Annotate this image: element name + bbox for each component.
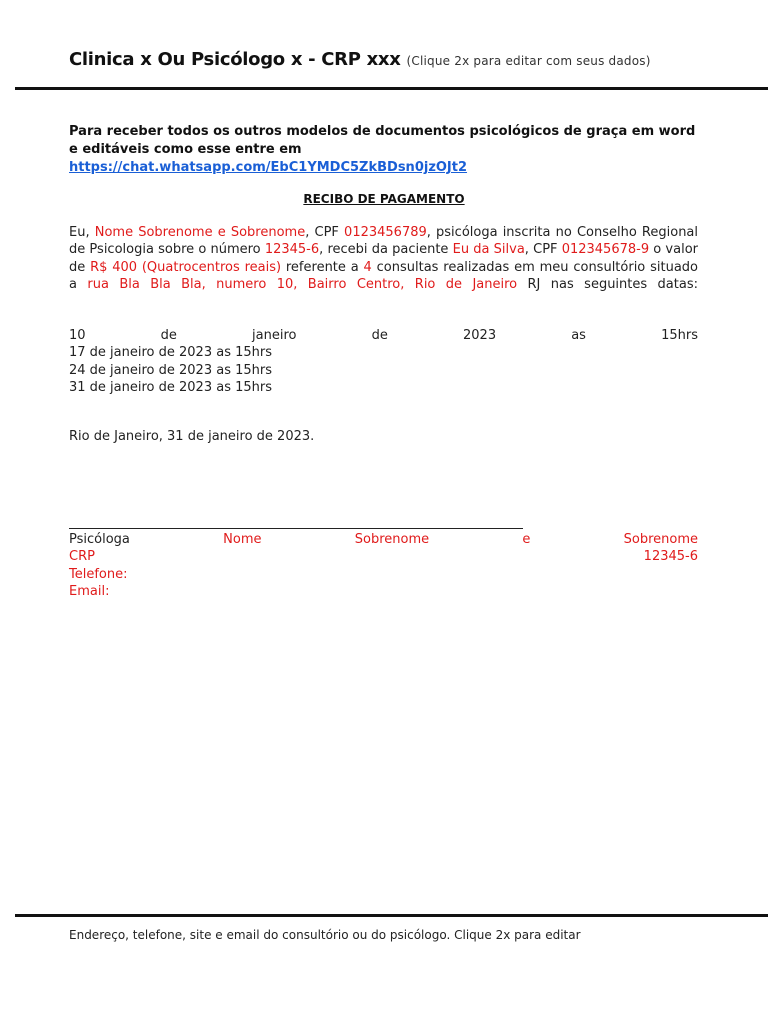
signature-crp-number: 12345-6 xyxy=(643,549,698,565)
promo-paragraph xyxy=(69,123,699,177)
body-text-segment: Eu, xyxy=(69,225,95,240)
body-text-segment: RJ nas seguintes datas: xyxy=(517,277,698,293)
payment-amount: R$ 400 (Quatrocentros reais) xyxy=(90,259,282,275)
session-dates xyxy=(69,327,698,397)
body-text-segment: referente a xyxy=(281,259,364,275)
footer-divider xyxy=(15,914,768,917)
footer-text[interactable]: Endereço, telefone, site e email do consultório ou do psicólogo. Clique 2x para editar xyxy=(69,928,581,942)
date-word: janeiro xyxy=(252,328,297,343)
receipt-title: RECIBO DE PAGAMENTO xyxy=(303,192,465,206)
session-date-4: 31 de janeiro de 2023 as 15hrs xyxy=(69,380,272,396)
body-text-segment: , CPF xyxy=(305,225,345,240)
session-date-3: 24 de janeiro de 2023 as 15hrs xyxy=(69,362,272,378)
header-divider xyxy=(15,87,768,90)
signature-line xyxy=(69,528,523,529)
date-word: 2023 xyxy=(463,328,497,343)
receipt-body xyxy=(69,224,698,294)
session-date-1 xyxy=(69,327,698,344)
signature-crp-row xyxy=(69,548,698,565)
signature-name-row xyxy=(69,531,698,548)
header-edit-note: (Clique 2x para editar com seus dados) xyxy=(406,54,651,68)
body-text-segment: , recebi da paciente xyxy=(319,242,453,258)
signature-block xyxy=(69,531,698,601)
signature-phone: Telefone: xyxy=(69,566,128,582)
signature-crp-label: CRP xyxy=(69,549,95,565)
signature-role: Psicóloga xyxy=(69,532,130,547)
signature-name-word: Sobrenome xyxy=(623,532,698,547)
date-word: 10 xyxy=(69,328,86,343)
psychologist-cpf: 0123456789 xyxy=(344,225,427,240)
promo-text: Para receber todos os outros modelos de documentos psicológicos de graça em word e editáveis como esse entre em xyxy=(69,124,696,157)
office-address: rua Bla Bla Bla, numero 10, Bairro Centro, Rio de Janeiro xyxy=(87,277,518,293)
date-word: de xyxy=(371,328,388,343)
place-and-date: Rio de Janeiro, 31 de janeiro de 2023. xyxy=(69,429,315,444)
body-text-segment: consultas realizadas em meu consultório situado a xyxy=(69,259,698,293)
date-word: 15hrs xyxy=(661,328,698,343)
crp-number: 12345-6 xyxy=(264,242,320,258)
signature-name-word: e xyxy=(522,532,531,547)
body-text-segment: , psicóloga inscrita no Conselho Regional de Psicologia sobre o número xyxy=(69,225,699,258)
patient-cpf: 012345678-9 xyxy=(561,242,650,258)
date-word: de xyxy=(160,328,177,343)
session-date-2: 17 de janeiro de 2023 as 15hrs xyxy=(69,345,272,361)
psychologist-name: Nome Sobrenome e Sobrenome xyxy=(94,225,306,240)
signature-email: Email: xyxy=(69,584,110,600)
whatsapp-link[interactable]: https://chat.whatsapp.com/EbC1YMDC5ZkBDsn0jzOJt2 xyxy=(69,160,468,175)
body-text-segment: , CPF xyxy=(524,242,562,258)
body-text-segment: o valor de xyxy=(69,242,699,275)
header-title[interactable] xyxy=(69,46,709,75)
patient-name: Eu da Silva xyxy=(452,242,525,258)
signature-name-word: Nome xyxy=(223,532,262,547)
clinic-name: Clinica x Ou Psicólogo x - CRP xxx xyxy=(69,49,401,70)
signature-name-word: Sobrenome xyxy=(354,532,430,547)
date-word: as xyxy=(571,328,586,343)
session-count: 4 xyxy=(363,259,372,275)
